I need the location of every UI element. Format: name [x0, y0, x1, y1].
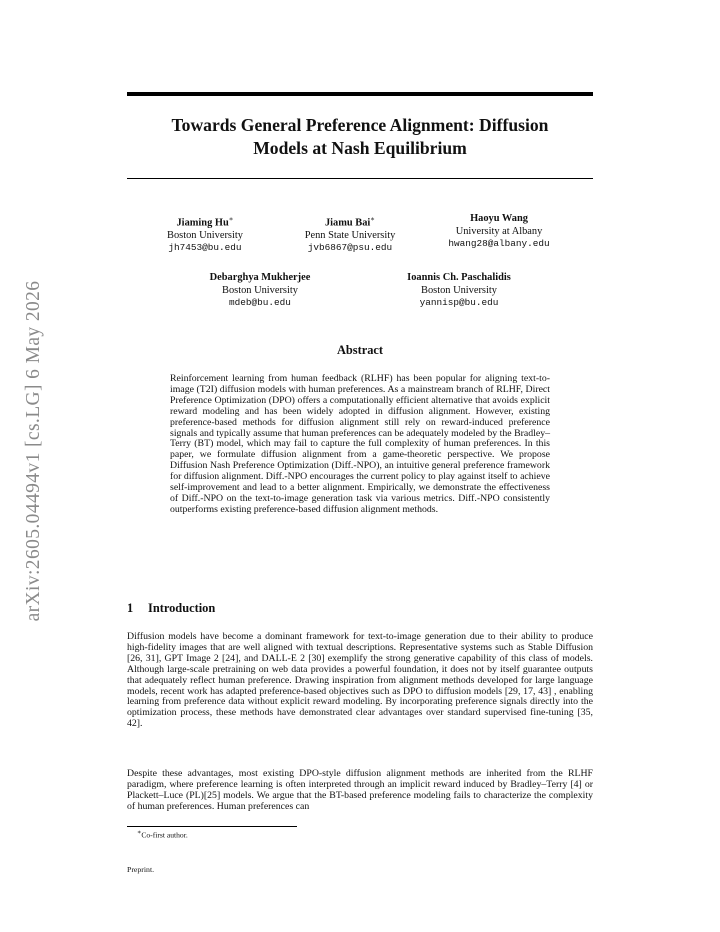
section-heading [127, 601, 215, 616]
author-name: Jiamu Bai [324, 217, 371, 229]
author-affiliation: Boston University [421, 284, 497, 296]
author-name: Debarghya Mukherjee [209, 272, 311, 283]
arxiv-identifier [14, 262, 54, 640]
footnote-mark: ∗ [137, 829, 142, 836]
author-name: Haoyu Wang [470, 213, 528, 224]
author-block-4 [195, 272, 325, 310]
abstract-heading: Abstract [336, 343, 384, 357]
intro-paragraph-1: Diffusion models have become a dominant framework for text-to-image generation due to their ability to produce high-fidelity images that are well aligned with textual descriptions. Representative systems such as Stable Diffusion [26, 31], GPT Image 2 [24], and DALL-E 2 [30] exemplify the strong generative capability of this class of models. Although large-scale pretraining on web data provides a powerful foundation, it does not by itself guarantee outputs that adequately reflect human preference. Drawing inspiration from alignment methods developed for large language models, recent work has adapted preference-based objectives such as DPO to diffusion models [29, 17, 43] , enabling learning from preference data without explicit reward modeling. By incorporating preference signals directly into the optimization process, these methods have demonstrated clear advantages over standard supervised fine-tuning [35, 42]. [127, 631, 593, 730]
co-first-mark: ∗ [370, 215, 376, 223]
author-name: Ioannis Ch. Paschalidis [407, 272, 511, 283]
author-email[interactable]: hwang28@albany.edu [448, 238, 550, 249]
footnote-text: Co-first author. [141, 830, 188, 840]
author-affiliation: Penn State University [304, 229, 396, 241]
author-email[interactable]: jh7453@bu.edu [168, 242, 242, 254]
author-affiliation: University at Albany [455, 225, 543, 237]
section-title: Introduction [148, 601, 216, 615]
footnote [137, 829, 188, 840]
author-affiliation: Boston University [167, 229, 243, 241]
page-footer: Preprint. [127, 865, 155, 874]
author-block-1 [150, 213, 260, 255]
paper-title [127, 114, 593, 160]
author-email[interactable]: mdeb@bu.edu [229, 297, 291, 308]
author-email[interactable]: yannisp@bu.edu [419, 297, 499, 308]
author-block-5 [394, 272, 524, 310]
paper-title-line-1: Towards General Preference Alignment: Diffusion [171, 115, 549, 135]
arxiv-identifier-text: arXiv:2605.04494v1 [cs.LG] 6 May 2026 [23, 280, 44, 622]
co-first-mark: ∗ [228, 215, 234, 223]
footnote-rule [127, 826, 297, 827]
paper-title-line-2: Models at Nash Equilibrium [253, 138, 467, 158]
title-bottom-rule [127, 178, 593, 179]
section-number: 1 [127, 601, 134, 615]
author-block-3 [434, 213, 564, 251]
intro-paragraph-2: Despite these advantages, most existing DPO-style diffusion alignment methods are inherited from the RLHF paradigm, where preference learning is often interpreted through an implicit reward induced by Bradley–Terry [4] or Plackett–Luce (PL)[25] models. We argue that the BT-based preference modeling fails to characterize the complexity of human preferences. Human preferences can [127, 768, 593, 812]
abstract-text: Reinforcement learning from human feedback (RLHF) has been popular for aligning text-to-image (T2I) diffusion models with human preferences. As a mainstream branch of RLHF, Direct Preference Optimization (DPO) offers a computationally efficient alternative that avoids explicit reward modeling and has been widely adopted in diffusion alignment. However, existing preference-based methods for diffusion alignment still rely on reward-induced preference signals and typically assume that human preferences can be adequately modeled by the Bradley–Terry (BT) model, which may fail to capture the full complexity of human preferences. In this paper, we formulate diffusion alignment from a game-theoretic perspective. We propose Diffusion Nash Preference Optimization (Diff.-NPO), an intuitive general preference framework for diffusion alignment. Diff.-NPO encourages the current policy to play against itself to achieve self-improvement and lead to a better alignment. Empirically, we demonstrate the effectiveness of Diff.-NPO on the text-to-image generation task via various metrics. Diff.-NPO consistently outperforms existing preference-based diffusion alignment methods. [170, 373, 550, 515]
author-affiliation: Boston University [222, 284, 298, 296]
title-top-rule [127, 92, 593, 96]
author-email[interactable]: jvb6867@psu.edu [307, 242, 393, 254]
author-name: Jiaming Hu [176, 217, 229, 229]
author-block-2 [290, 213, 410, 255]
